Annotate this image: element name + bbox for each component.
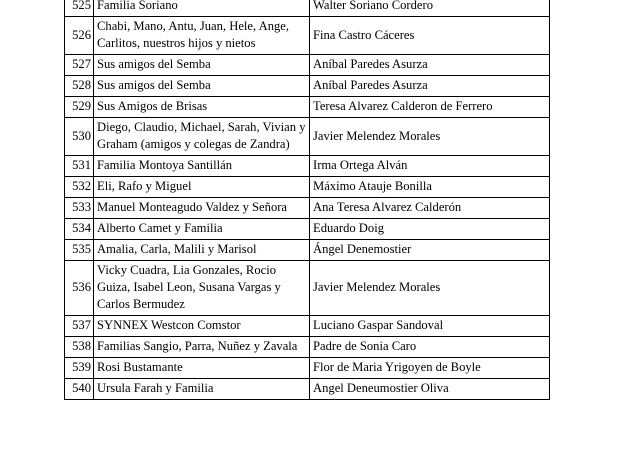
row-number-cell: 539 — [65, 358, 94, 379]
recipient-cell: Javier Melendez Morales — [310, 118, 550, 156]
row-number-cell: 530 — [65, 118, 94, 156]
recipient-cell: Javier Melendez Morales — [310, 261, 550, 316]
row-number-cell: 525 — [65, 0, 94, 17]
sender-cell: Diego, Claudio, Michael, Sarah, Vivian y Graham (amigos y colegas de Zandra) — [94, 118, 310, 156]
table-row — [65, 55, 550, 76]
sender-cell: Manuel Monteagudo Valdez y Señora — [94, 198, 310, 219]
table-row — [65, 261, 550, 316]
recipient-cell: Luciano Gaspar Sandoval — [310, 316, 550, 337]
recipient-cell: Ana Teresa Alvarez Calderón — [310, 198, 550, 219]
table-row — [65, 219, 550, 240]
recipient-cell: Ángel Denemostier — [310, 240, 550, 261]
recipient-cell: Padre de Sonia Caro — [310, 337, 550, 358]
table-row — [65, 76, 550, 97]
row-number-cell: 533 — [65, 198, 94, 219]
sender-cell: Chabi, Mano, Antu, Juan, Hele, Ange, Carlitos, nuestros hijos y nietos — [94, 17, 310, 55]
sender-cell: Sus Amigos de Brisas — [94, 97, 310, 118]
sender-cell: SYNNEX Westcon Comstor — [94, 316, 310, 337]
row-number-cell: 532 — [65, 177, 94, 198]
row-number-cell: 527 — [65, 55, 94, 76]
table-row — [65, 118, 550, 156]
row-number-cell: 536 — [65, 261, 94, 316]
row-number-cell: 528 — [65, 76, 94, 97]
row-number-cell: 535 — [65, 240, 94, 261]
table-row — [65, 379, 550, 400]
sender-cell: Familias Sangio, Parra, Nuñez y Zavala — [94, 337, 310, 358]
sender-cell: Vicky Cuadra, Lia Gonzales, Rocio Guiza, Isabel Leon, Susana Vargas y Carlos Bermudez — [94, 261, 310, 316]
recipient-cell: Fina Castro Cáceres — [310, 17, 550, 55]
recipient-cell: Angel Deneumostier Oliva — [310, 379, 550, 400]
recipient-cell: Flor de Maria Yrigoyen de Boyle — [310, 358, 550, 379]
table-row — [65, 0, 550, 17]
recipient-cell: Walter Soriano Cordero — [310, 0, 550, 17]
recipient-cell: Aníbal Paredes Asurza — [310, 76, 550, 97]
recipient-cell: Teresa Alvarez Calderon de Ferrero — [310, 97, 550, 118]
table-row — [65, 97, 550, 118]
sender-cell: Rosi Bustamante — [94, 358, 310, 379]
recipient-cell: Aníbal Paredes Asurza — [310, 55, 550, 76]
sender-cell: Eli, Rafo y Miguel — [94, 177, 310, 198]
row-number-cell: 526 — [65, 17, 94, 55]
row-number-cell: 534 — [65, 219, 94, 240]
row-number-cell: 537 — [65, 316, 94, 337]
sender-cell: Familia Soriano — [94, 0, 310, 17]
table-row — [65, 198, 550, 219]
sender-cell: Sus amigos del Semba — [94, 76, 310, 97]
table-row — [65, 156, 550, 177]
row-number-cell: 538 — [65, 337, 94, 358]
sender-cell: Alberto Camet y Familia — [94, 219, 310, 240]
row-number-cell: 531 — [65, 156, 94, 177]
row-number-cell: 529 — [65, 97, 94, 118]
recipient-cell: Irma Ortega Alván — [310, 156, 550, 177]
recipient-cell: Máximo Atauje Bonilla — [310, 177, 550, 198]
sender-cell: Sus amigos del Semba — [94, 55, 310, 76]
table-row — [65, 316, 550, 337]
sender-cell: Amalia, Carla, Malili y Marisol — [94, 240, 310, 261]
table-row — [65, 358, 550, 379]
row-number-cell: 540 — [65, 379, 94, 400]
table-row — [65, 337, 550, 358]
table-body — [65, 0, 550, 400]
condolence-table — [64, 0, 550, 400]
table-row — [65, 240, 550, 261]
sender-cell: Familia Montoya Santillán — [94, 156, 310, 177]
table-row — [65, 17, 550, 55]
recipient-cell: Eduardo Doig — [310, 219, 550, 240]
sender-cell: Ursula Farah y Familia — [94, 379, 310, 400]
table-row — [65, 177, 550, 198]
